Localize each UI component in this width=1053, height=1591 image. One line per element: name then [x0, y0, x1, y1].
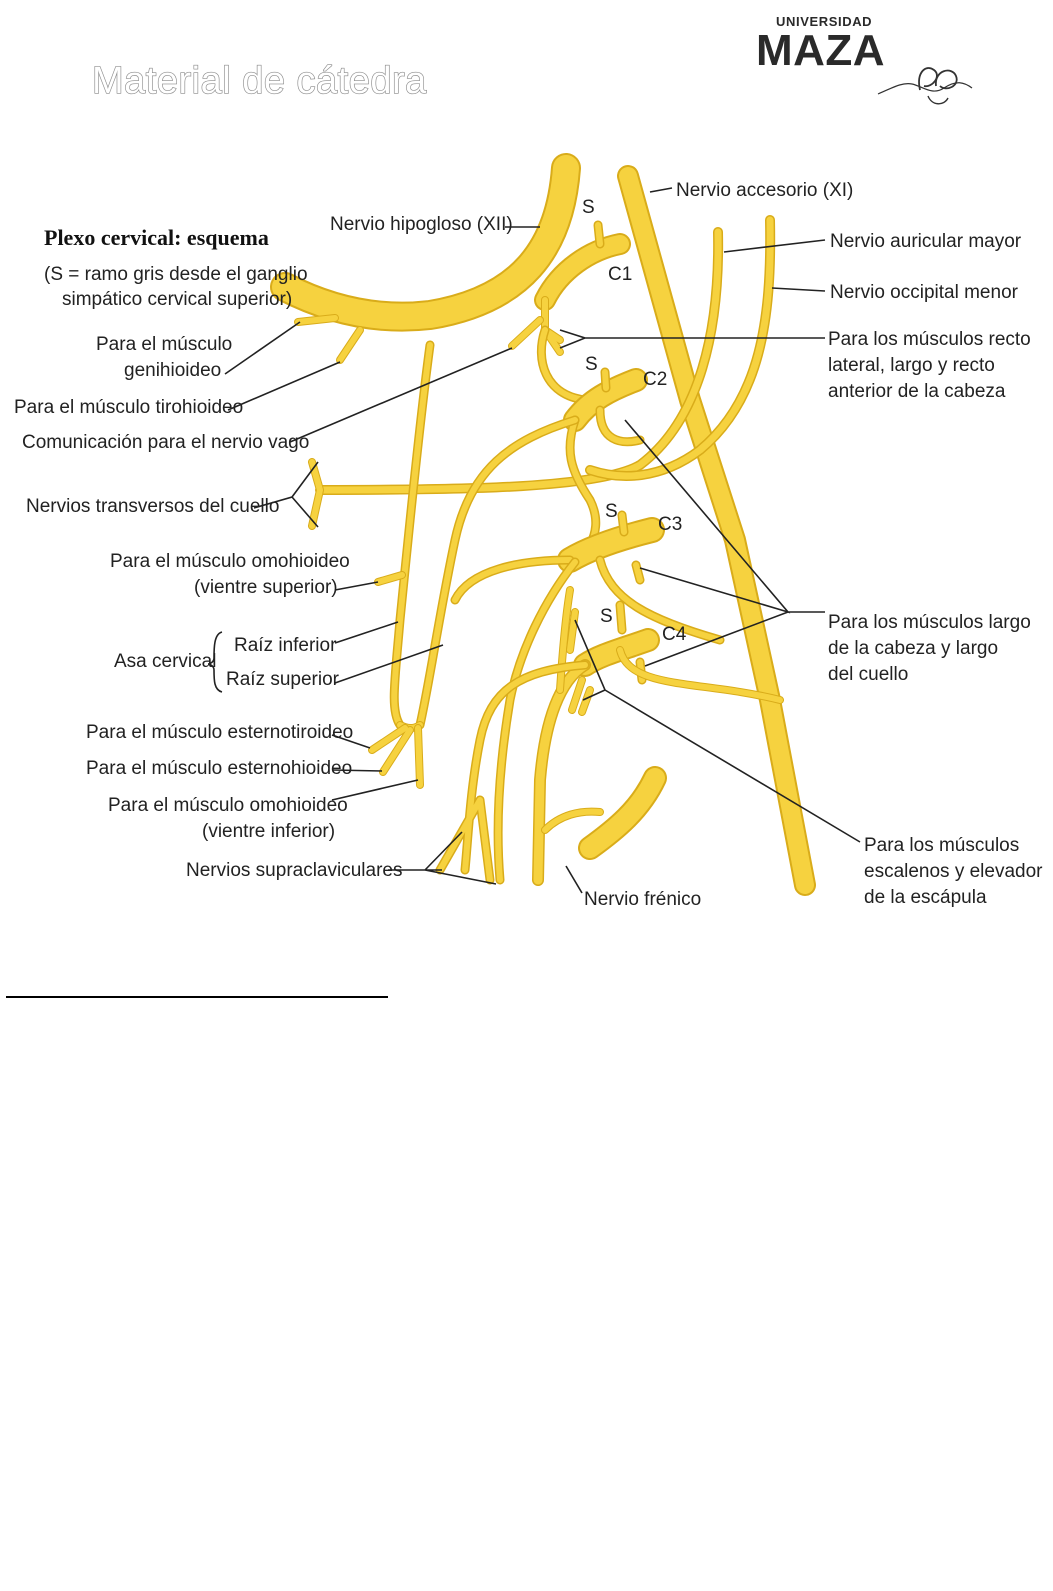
label-auricular: Nervio auricular mayor: [830, 231, 1022, 252]
diagram-title: Plexo cervical: esquema: [44, 225, 269, 250]
label-largo-3: del cuello: [828, 664, 909, 685]
label-occipital: Nervio occipital menor: [830, 282, 1018, 303]
label-esternohioideo: Para el músculo esternohioideo: [86, 758, 353, 779]
label-omohioideo-sup-1: Para el músculo omohioideo: [110, 551, 350, 572]
label-s-c3: S: [605, 501, 618, 522]
logo-maza-text: MAZA: [756, 26, 886, 75]
label-s-c4: S: [600, 606, 613, 627]
diagram-subtitle-line2: simpático cervical superior): [62, 289, 293, 310]
label-s-c2: S: [585, 354, 598, 375]
label-tirohioideo: Para el músculo tirohioideo: [14, 397, 244, 418]
page-title: Material de cátedra: [92, 60, 427, 102]
label-largo-2: de la cabeza y largo: [828, 638, 999, 659]
label-accesorio: Nervio accesorio (XI): [676, 180, 854, 201]
label-c3: C3: [658, 514, 683, 535]
label-recto-3: anterior de la cabeza: [828, 381, 1006, 402]
label-c4: C4: [662, 624, 687, 645]
label-hipogloso: Nervio hipogloso (XII): [330, 214, 513, 235]
label-vago: Comunicación para el nervio vago: [22, 432, 310, 453]
label-s-c1: S: [582, 197, 595, 218]
label-omohioideo-inf-2: (vientre inferior): [202, 821, 336, 842]
diagram-subtitle-line1: (S = ramo gris desde el ganglio: [44, 264, 308, 285]
label-genihioideo-1: Para el músculo: [96, 334, 233, 355]
label-omohioideo-inf-1: Para el músculo omohioideo: [108, 795, 348, 816]
label-recto-1: Para los músculos recto: [828, 329, 1031, 350]
label-omohioideo-sup-2: (vientre superior): [194, 577, 338, 598]
label-largo-1: Para los músculos largo: [828, 612, 1031, 633]
label-escalenos-1: Para los músculos: [864, 835, 1020, 856]
logo-university-text: UNIVERSIDAD: [776, 14, 873, 29]
label-supraclaviculares: Nervios supraclaviculares: [186, 860, 403, 881]
label-transversos: Nervios transversos del cuello: [26, 496, 280, 517]
label-escalenos-3: de la escápula: [864, 887, 987, 908]
diagram-labels: [14, 180, 1043, 910]
label-raiz-inferior: Raíz inferior: [234, 635, 337, 656]
label-frenico: Nervio frénico: [584, 889, 702, 910]
label-c2: C2: [643, 369, 668, 390]
label-recto-2: lateral, largo y recto: [828, 355, 995, 376]
label-c1: C1: [608, 264, 633, 285]
nerve-drawing: [285, 168, 805, 885]
label-genihioideo-2: genihioideo: [124, 360, 222, 381]
label-esternotiroideo: Para el músculo esternotiroideo: [86, 722, 354, 743]
label-raiz-superior: Raíz superior: [226, 669, 339, 690]
label-escalenos-2: escalenos y elevador: [864, 861, 1043, 882]
footnote-separator: [6, 996, 388, 998]
label-asa-cervical: Asa cervical: [114, 651, 217, 672]
